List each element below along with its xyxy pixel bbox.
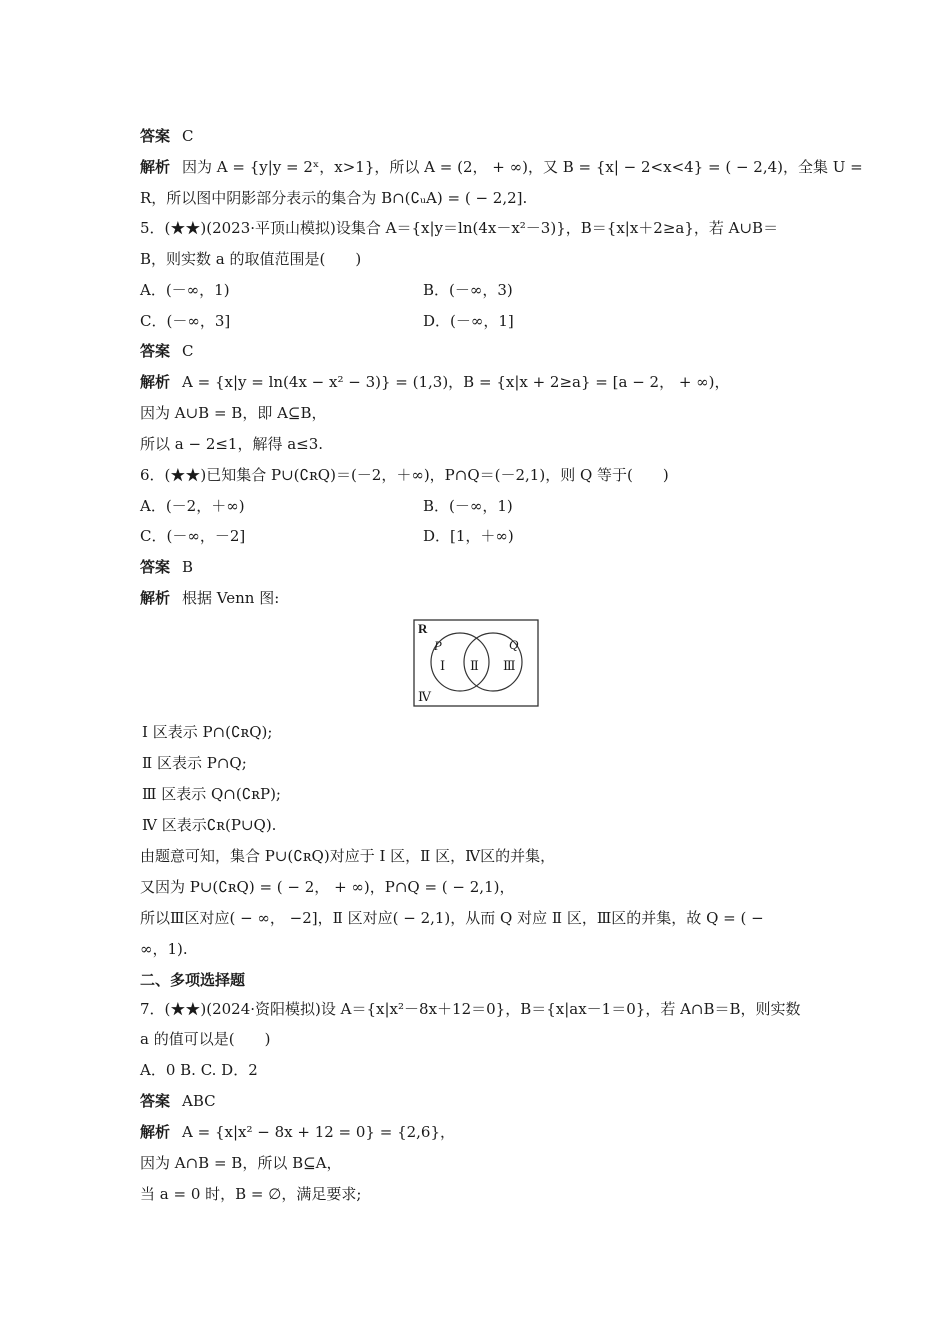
- option-d: D．[1，＋∞): [423, 527, 514, 545]
- text-line: Ⅱ 区表示 P∩Q;: [142, 754, 247, 772]
- analysis-label: 解析: [140, 1123, 171, 1141]
- text-line: 所以 a − 2≤1，解得 a≤3.: [140, 435, 324, 453]
- analysis-line-q6: 解析 根据 Venn 图:: [140, 589, 280, 607]
- text-line: ∞，1).: [140, 940, 188, 958]
- answer-label: 答案: [140, 558, 171, 576]
- analysis-label: 解析: [140, 373, 171, 391]
- analysis-line-q4: 解析 因为 A = {y|y = 2ˣ，x>1}，所以 A = (2， + ∞)，又 B = {x| − 2<x<4} = ( − 2,4)，全集 U =: [140, 158, 863, 176]
- option-a: A．(－∞，1): [140, 281, 230, 299]
- option-b: B．(－∞，1): [423, 497, 513, 515]
- text-line: 因为 A∩B = B，所以 B⊆A，: [140, 1154, 342, 1172]
- option-c: C．(－∞，3]: [140, 312, 231, 330]
- set-p-label: P: [434, 638, 442, 653]
- answer-label: 答案: [140, 342, 171, 360]
- analysis-label: 解析: [140, 158, 171, 176]
- answer-label: 答案: [140, 1092, 171, 1110]
- text-line: 因为 A∪B = B，即 A⊆B，: [140, 404, 327, 422]
- answer-line-q6: 答案 B: [140, 558, 194, 576]
- region-2-label: Ⅱ: [470, 658, 479, 673]
- analysis-line-q5: 解析 A = {x|y = ln(4x − x² − 3)} = (1,3)，B = {x|x + 2≥a} = [a − 2， + ∞)，: [140, 373, 730, 391]
- answer-line-q7: 答案 ABC: [140, 1092, 216, 1110]
- question-7-stem: 7．(★★)(2024·资阳模拟)设 A＝{x|x²－8x＋12＝0}，B＝{x|ax－1＝0}，若 A∩B＝B，则实数: [140, 1000, 801, 1018]
- region-4-label: Ⅳ: [418, 689, 431, 704]
- question-5-stem: 5．(★★)(2023·平顶山模拟)设集合 A＝{x|y＝ln(4x－x²－3)}，B＝{x|x＋2≥a}，若 A∪B＝: [140, 219, 779, 237]
- text-line: Ⅲ 区表示 Q∩(∁ʀP);: [142, 785, 281, 803]
- text-line: Ⅰ 区表示 P∩(∁ʀQ);: [142, 723, 273, 741]
- answer-line-q5: 答案 C: [140, 342, 194, 360]
- question-5-stem-cont: B，则实数 a 的取值范围是( ): [140, 250, 362, 268]
- text-line: Ⅳ 区表示∁ʀ(P∪Q).: [142, 816, 277, 834]
- section-heading: 二、多项选择题: [140, 971, 246, 989]
- text-line: 所以Ⅲ区对应( − ∞， −2]，Ⅱ 区对应( − 2,1)，从而 Q 对应 Ⅱ 区，Ⅲ区的并集，故 Q = ( −: [140, 909, 764, 927]
- universe-label: R: [418, 621, 428, 636]
- answer-label: 答案: [140, 127, 171, 145]
- option-a: A．(－2，＋∞): [140, 497, 245, 515]
- set-q-label: Q: [509, 637, 519, 652]
- text-line: 当 a = 0 时，B = ∅，满足要求;: [140, 1185, 362, 1203]
- question-6-stem: 6．(★★)已知集合 P∪(∁ʀQ)＝(－2，＋∞)，P∩Q＝(－2,1)，则 Q 等于( ): [140, 466, 669, 484]
- option-d: D．(－∞，1]: [423, 312, 514, 330]
- option-c: C．(－∞，－2]: [140, 527, 246, 545]
- question-7-options: A．0 B. C. D．2: [140, 1061, 258, 1079]
- analysis-line-q7: 解析 A = {x|x² − 8x + 12 = 0} = {2,6}，: [140, 1123, 456, 1141]
- venn-diagram: [413, 619, 540, 709]
- question-7-stem-cont: a 的值可以是( ): [140, 1030, 271, 1048]
- region-1-label: Ⅰ: [440, 658, 446, 673]
- analysis-label: 解析: [140, 589, 171, 607]
- text-line: 由题意可知，集合 P∪(∁ʀQ)对应于 Ⅰ 区，Ⅱ 区，Ⅳ区的并集，: [140, 847, 556, 865]
- text-line: 又因为 P∪(∁ʀQ) = ( − 2， + ∞)，P∩Q = ( − 2,1)，: [140, 878, 515, 896]
- region-3-label: Ⅲ: [503, 658, 516, 673]
- text-line: R，所以图中阴影部分表示的集合为 B∩(∁ᵤA) = ( − 2,2].: [140, 189, 528, 207]
- answer-line-q4: 答案 C: [140, 127, 194, 145]
- option-b: B．(－∞，3): [423, 281, 513, 299]
